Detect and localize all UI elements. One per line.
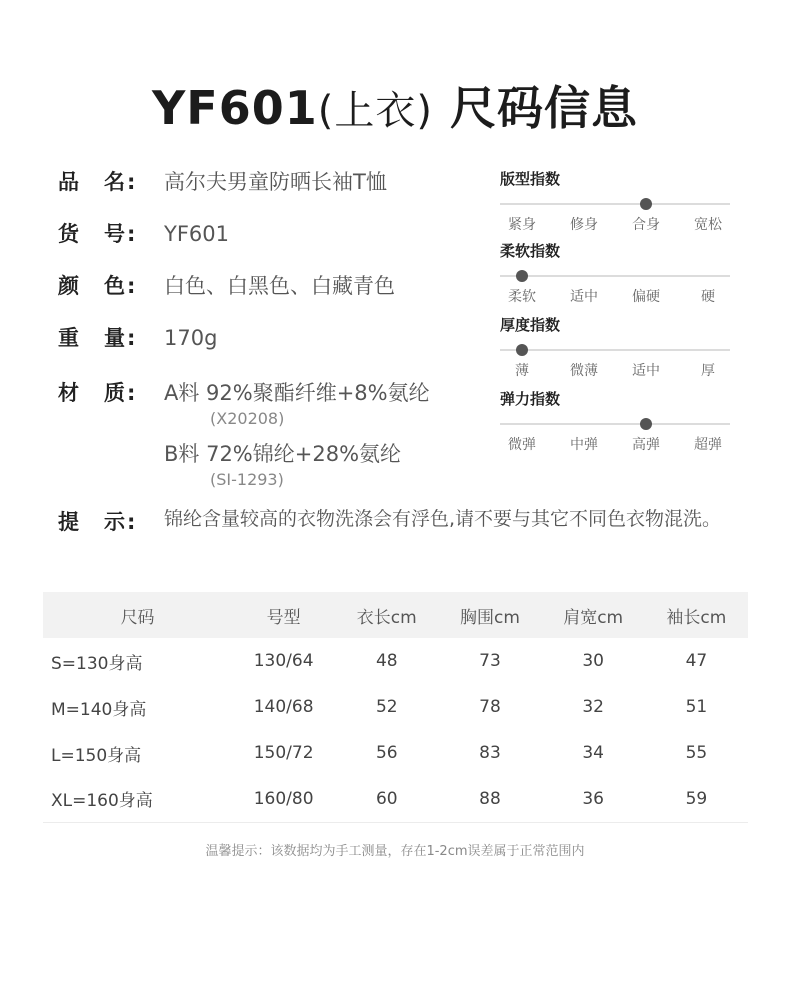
- table-cell: S=130身高: [51, 653, 143, 674]
- tip-label: 提 示:: [58, 510, 138, 534]
- index-level-dot: [516, 344, 528, 356]
- index-track: [500, 349, 730, 351]
- table-cell: M=140身高: [51, 699, 147, 720]
- index-level-dot: [640, 198, 652, 210]
- table-cell: 34: [582, 743, 604, 763]
- table-cell: 60: [335, 776, 438, 822]
- index-label: 硬: [701, 289, 715, 305]
- index-title: 柔软指数: [500, 242, 561, 260]
- table-cell: 48: [375, 651, 398, 671]
- index-label: 微薄: [570, 363, 598, 379]
- table-cell: 51: [685, 697, 708, 717]
- table-cell: 36: [542, 776, 645, 822]
- index-label: 薄: [515, 363, 529, 379]
- info-weight-label: 重 量:: [58, 326, 138, 350]
- table-header-cell: 号型: [232, 592, 335, 638]
- measurement-note: 温馨提示：该数据均为手工测量，存在1-2cm误差属于正常范围内: [205, 844, 585, 859]
- table-cell: 32: [582, 697, 604, 717]
- title-suffix: 尺码信息: [450, 81, 638, 135]
- info-color-row: [58, 270, 395, 300]
- index-track: [500, 275, 730, 277]
- index-title: 弹力指数: [500, 390, 561, 408]
- table-cell: 88: [438, 776, 541, 822]
- index-label: 柔软: [508, 289, 536, 305]
- index-label: 中弹: [570, 437, 598, 453]
- info-weight-row: [58, 322, 217, 352]
- info-name-row: [58, 166, 387, 196]
- info-code-value: YF601: [164, 222, 229, 246]
- index-track: [500, 423, 730, 425]
- table-cell: 78: [479, 697, 501, 717]
- table-row: [43, 776, 748, 822]
- tip-row: [58, 506, 730, 536]
- table-header-cell: 肩宽cm: [542, 592, 645, 638]
- index-label: 偏硬: [632, 289, 660, 305]
- table-row: [43, 638, 748, 684]
- info-color-value: 白色、白黑色、白藏青色: [164, 274, 395, 298]
- table-cell: 160/80: [232, 776, 335, 822]
- index-label: 适中: [570, 289, 598, 305]
- table-cell: 52: [375, 697, 398, 717]
- info-weight-value: 170g: [164, 326, 218, 350]
- index-label: 微弹: [508, 437, 536, 453]
- table-cell: XL=160身高: [43, 776, 232, 822]
- index-label: 修身: [570, 217, 598, 233]
- index-label: 适中: [632, 363, 660, 379]
- tip-text: 锦纶含量较高的衣物洗涤会有浮色,请不要与其它不同色衣物混洗。: [164, 508, 722, 530]
- index-track: [500, 203, 730, 205]
- table-cell: 140/68: [253, 697, 314, 717]
- table-row: [43, 730, 748, 776]
- info-name-label: 品 名:: [58, 170, 138, 194]
- info-material-label: 材 质:: [58, 381, 138, 405]
- index-labels: [500, 360, 730, 380]
- material-b-text: B料 72%锦纶+28%氨纶: [164, 442, 402, 466]
- title-paren: (上衣): [317, 88, 433, 134]
- page-title: [0, 72, 790, 138]
- table-header-cell: 胸围cm: [438, 592, 541, 638]
- title-code: YF601: [152, 81, 318, 135]
- index-labels: [500, 434, 730, 454]
- info-color-label: 颜 色:: [58, 274, 138, 298]
- table-cell: 130/64: [253, 651, 314, 671]
- table-header-cell: 尺码: [43, 592, 232, 638]
- index-label: 超弹: [694, 437, 722, 453]
- index-labels: [500, 286, 730, 306]
- table-cell: 150/72: [253, 743, 314, 763]
- table-cell: 47: [685, 651, 708, 671]
- index-label: 合身: [632, 217, 660, 233]
- table-cell: 56: [375, 743, 398, 763]
- index-elasticity: [500, 388, 730, 454]
- material-a-text: A料 92%聚酯纤维+8%氨纶: [164, 381, 430, 405]
- index-title: 版型指数: [500, 170, 561, 188]
- info-name-value: 高尔夫男童防晒长袖T恤: [164, 170, 387, 194]
- table-cell: L=150身高: [51, 745, 142, 766]
- index-softness: [500, 240, 730, 306]
- index-labels: [500, 214, 730, 234]
- index-thickness: [500, 314, 730, 380]
- table-cell: 55: [685, 743, 708, 763]
- table-cell: 30: [582, 651, 604, 671]
- index-label: 紧身: [508, 217, 536, 233]
- size-table: [43, 592, 748, 823]
- info-code-label: 货 号:: [58, 222, 138, 246]
- info-material-row: [58, 377, 430, 499]
- index-fit: [500, 168, 730, 234]
- index-label: 高弹: [632, 437, 660, 453]
- table-cell: 59: [645, 776, 748, 822]
- index-level-dot: [640, 418, 652, 430]
- index-level-dot: [516, 270, 528, 282]
- material-list: [164, 377, 430, 499]
- info-code-row: [58, 218, 229, 248]
- table-header-cell: 衣长cm: [335, 592, 438, 638]
- material-a-code: (X20208): [210, 409, 285, 428]
- table-cell: 83: [479, 743, 501, 763]
- index-label: 厚: [701, 363, 715, 379]
- table-cell: 73: [479, 651, 501, 671]
- table-row: [43, 684, 748, 730]
- table-header-cell: 袖长cm: [645, 592, 748, 638]
- index-label: 宽松: [694, 217, 722, 233]
- index-title: 厚度指数: [500, 316, 561, 334]
- material-b-code: (SI-1293): [210, 470, 284, 489]
- table-header-row: [43, 592, 748, 638]
